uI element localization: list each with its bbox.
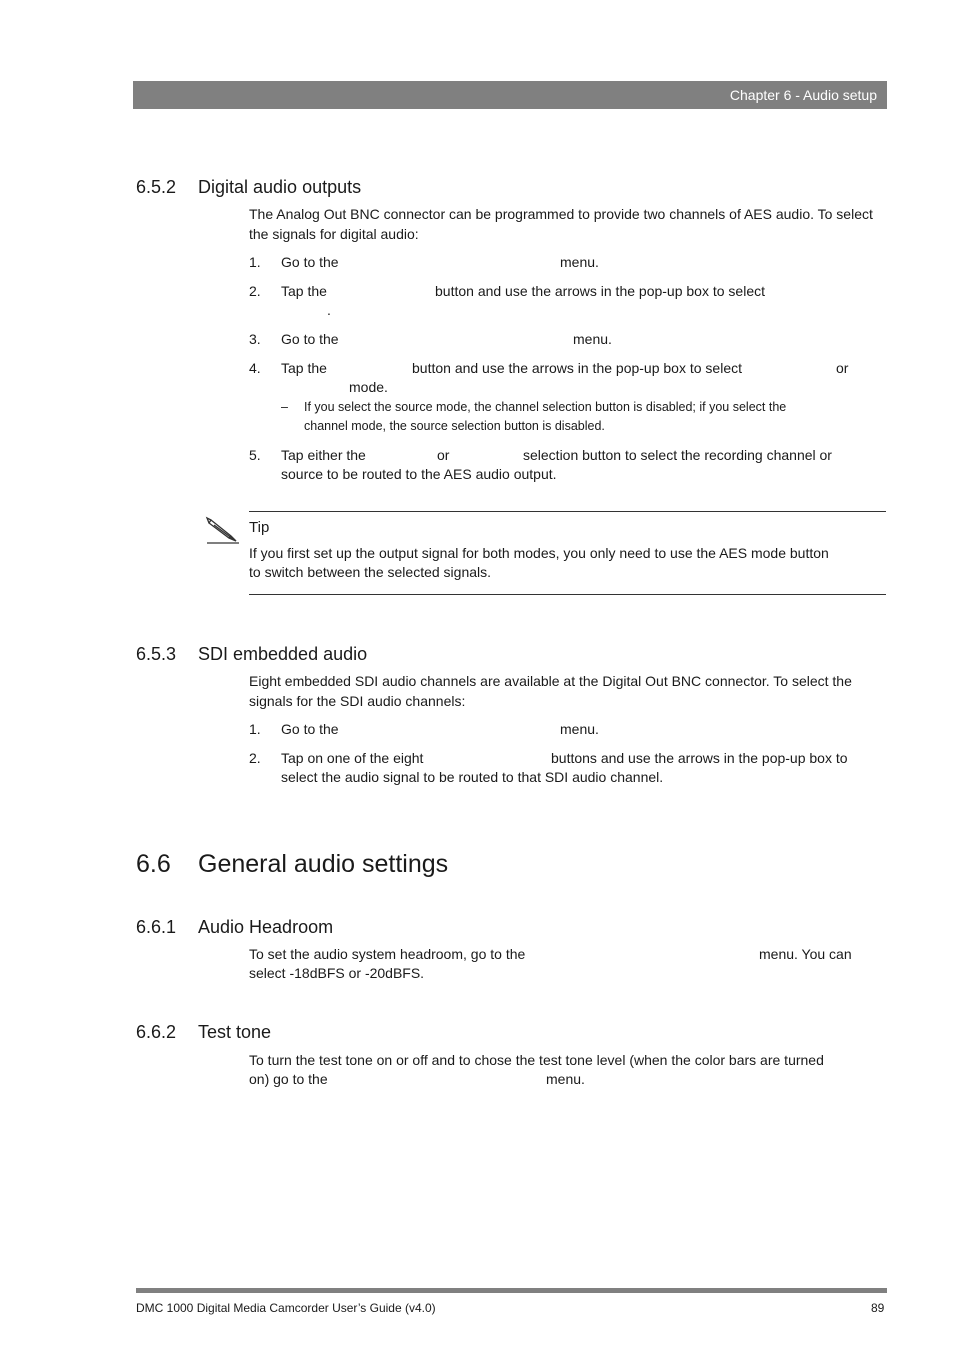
section-number: 6.5.3	[136, 644, 177, 664]
section-number: 6.6.1	[136, 917, 177, 937]
step-note	[281, 398, 864, 436]
step-item	[249, 253, 885, 273]
step-text: button and use the arrows in the pop-up box to select	[435, 283, 765, 299]
step-text: Tap on one of the eight	[281, 750, 424, 766]
step-text: select the audio signal to be routed to that SDI audio channel.	[281, 769, 664, 785]
step-text: Tap either the	[281, 447, 366, 463]
step-number: 5.	[249, 447, 261, 463]
step-text: or	[437, 447, 450, 463]
step-text: Tap the	[281, 360, 327, 376]
section-title: Audio Headroom	[198, 917, 334, 937]
chapter-title: Chapter 6 - Audio setup	[729, 87, 877, 103]
step-text: or	[836, 360, 849, 376]
section-title: Test tone	[198, 1022, 272, 1042]
pencil-icon	[205, 516, 241, 544]
tip-label: Tip	[249, 519, 270, 536]
tip-text-line: If you first set up the output signal for both modes, you only need to use the AES mode button	[249, 545, 829, 561]
step-item	[249, 749, 885, 789]
chapter-header-bar	[133, 81, 887, 109]
note-text: If you select the source mode, the channel selection button is disabled; if you select the	[304, 400, 787, 414]
footer-bar	[136, 1288, 887, 1293]
body-text: select -18dBFS or -20dBFS.	[249, 965, 425, 981]
section-number: 6.5.2	[136, 177, 177, 197]
step-text: Go to the	[281, 254, 339, 270]
step-number: 2.	[249, 283, 261, 299]
step-number: 2.	[249, 750, 261, 766]
body-text: To set the audio system headroom, go to the	[249, 946, 526, 962]
step-item	[249, 359, 885, 399]
section-intro: The Analog Out BNC connector can be programmed to provide two channels of AES audio. To select the signals for digital audio:	[249, 206, 873, 242]
step-text: selection button to select the recording channel or	[523, 447, 832, 463]
tip-top-rule	[249, 511, 886, 512]
step-number: 3.	[249, 331, 261, 347]
tip-bottom-rule	[249, 594, 886, 595]
section-number: 6.6	[136, 850, 171, 878]
body-text: on) go to the	[249, 1071, 328, 1087]
step-text: buttons and use the arrows in the pop-up box to	[551, 750, 848, 766]
step-text: .	[327, 302, 331, 318]
body-text: menu. You can	[759, 946, 852, 962]
step-text: button and use the arrows in the pop-up box to select	[412, 360, 742, 376]
step-item	[249, 282, 885, 322]
step-number: 4.	[249, 360, 261, 376]
step-text: source to be routed to the AES audio output.	[281, 466, 557, 482]
section-number: 6.6.2	[136, 1022, 177, 1042]
step-text: menu.	[573, 331, 612, 347]
step-text: menu.	[560, 254, 599, 270]
tip-text-line: to switch between the selected signals.	[249, 564, 492, 580]
step-text: mode.	[349, 379, 388, 395]
section-body	[249, 1051, 885, 1091]
step-number: 1.	[249, 254, 261, 270]
footer-guide-title: DMC 1000 Digital Media Camcorder User’s Guide (v4.0)	[136, 1301, 436, 1315]
step-text: Tap the	[281, 283, 327, 299]
note-text: channel mode, the source selection button is disabled.	[304, 419, 605, 433]
page-number: 89	[871, 1301, 885, 1315]
body-text: To turn the test tone on or off and to chose the test tone level (when the color bars are turned	[249, 1052, 824, 1068]
step-item	[249, 330, 885, 350]
step-number: 1.	[249, 721, 261, 737]
section-title: Digital audio outputs	[198, 177, 362, 197]
step-item	[249, 720, 885, 740]
note-dash: –	[281, 400, 288, 414]
section-title: SDI embedded audio	[198, 644, 368, 664]
step-text: Go to the	[281, 721, 339, 737]
section-title: General audio settings	[198, 850, 449, 878]
body-text: menu.	[546, 1071, 585, 1087]
step-text: menu.	[560, 721, 599, 737]
section-body	[249, 945, 885, 985]
section-intro: Eight embedded SDI audio channels are available at the Digital Out BNC connector. To select the signals for the SDI audio channels:	[249, 673, 852, 709]
step-text: Go to the	[281, 331, 339, 347]
step-item	[249, 446, 885, 486]
